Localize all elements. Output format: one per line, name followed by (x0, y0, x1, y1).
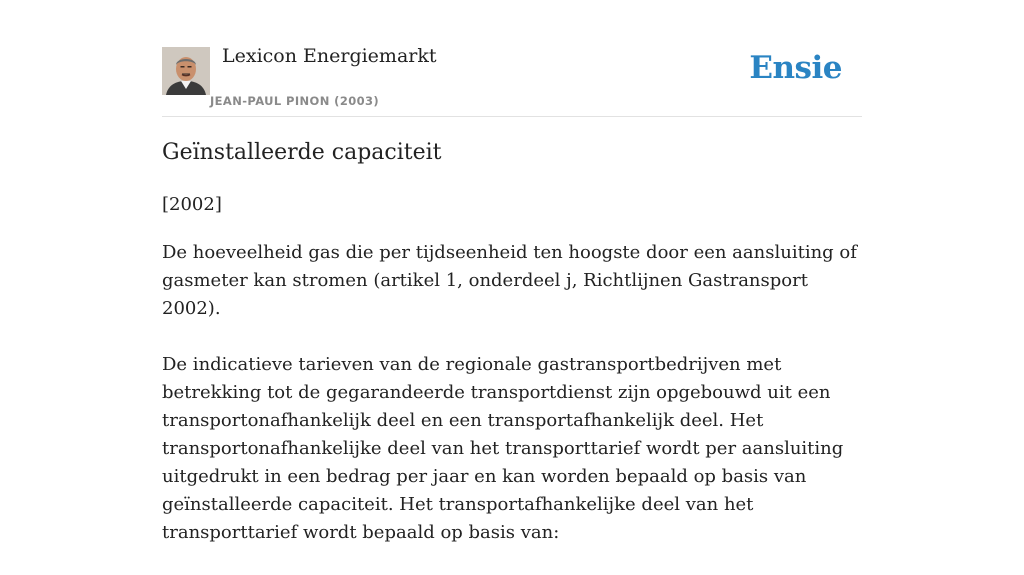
ensie-logo[interactable]: Ensie (749, 50, 842, 86)
paragraph: De indicatieve tarieven van de regionale gastransportbedrijven met betrekking tot de gegarandeerde transportdienst zijn opgebouwd uit een transportonafhankelijk deel en een transportafhankelijk deel. Het transportonafhankelijke deel van het transporttarief wordt per aansluiting uitgedrukt in een bedrag per jaar en kan worden bepaald op basis van geïnstalleerde capaciteit. Het transportafhankelijke deel van het transporttarief wordt bepaald op basis van: (162, 354, 844, 543)
entry-body (162, 239, 862, 575)
header (162, 0, 862, 117)
author-portrait-icon[interactable] (162, 47, 210, 95)
entry-year: [2002] (162, 194, 222, 215)
paragraph: De hoeveelheid gas die per tijdseenheid ten hoogste door een aansluiting of gasmeter kan stromen (artikel 1, onderdeel j, Richtlijnen Gastransport 2002). (162, 242, 857, 319)
book-title[interactable]: Lexicon Energiemarkt (222, 45, 437, 67)
entry-title: Geïnstalleerde capaciteit (162, 140, 442, 165)
article (162, 0, 862, 543)
author-name[interactable]: JEAN-PAUL PINON (2003) (210, 94, 380, 108)
